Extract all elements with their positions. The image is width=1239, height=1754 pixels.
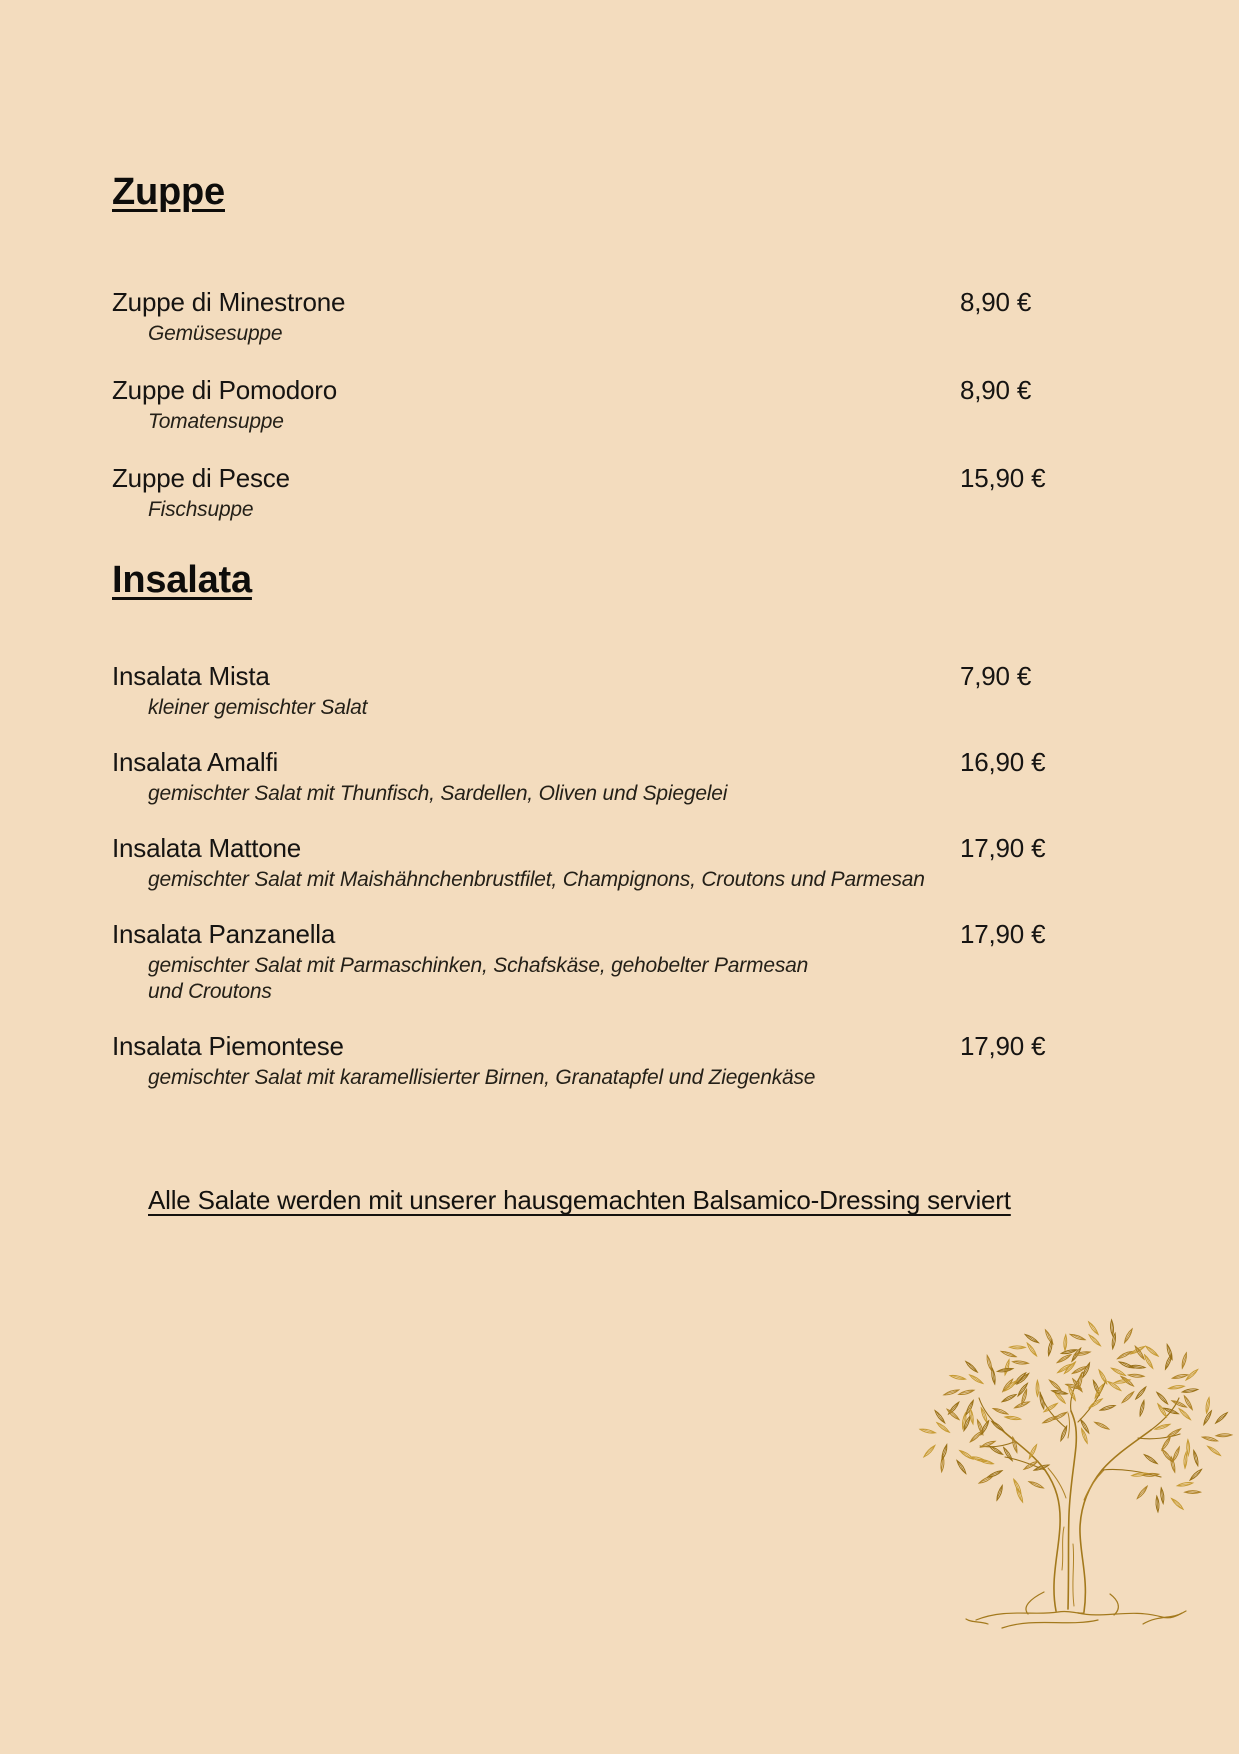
menu-item [112,919,1120,1005]
insalata-items [112,661,1120,1091]
item-description: gemischter Salat mit Maishähnchenbrustfilet, Champignons, Croutons und Parmesan [148,868,925,891]
item-price: 7,90 € [960,661,1032,691]
item-name: Insalata Amalfi [112,747,279,777]
item-name: Insalata Piemontese [112,1031,344,1061]
section-insalata [112,558,1120,1091]
section-zuppe [112,170,1120,523]
item-description: gemischter Salat mit Thunfisch, Sardellen, Oliven und Spiegelei [148,782,728,805]
item-price: 17,90 € [960,919,1046,949]
item-description-line2: und Croutons [148,980,272,1003]
section-title-insalata: Insalata [112,559,252,601]
menu-item [112,375,1120,435]
item-description: gemischter Salat mit karamellisierter Birnen, Granatapfel und Ziegenkäse [148,1066,816,1089]
menu-item [112,747,1120,807]
item-name: Zuppe di Minestrone [112,287,346,317]
item-description: kleiner gemischter Salat [148,696,368,719]
item-description: gemischter Salat mit Parmaschinken, Schafskäse, gehobelter Parmesan [148,954,809,977]
item-description: Tomatensuppe [148,410,284,433]
zuppe-items [112,287,1120,523]
item-price: 16,90 € [960,747,1046,777]
item-price: 8,90 € [960,287,1032,317]
item-price: 8,90 € [960,375,1032,405]
section-title-zuppe: Zuppe [112,171,225,213]
item-name: Insalata Panzanella [112,919,336,949]
item-price: 17,90 € [960,833,1046,863]
item-description: Gemüsesuppe [148,322,283,345]
item-name: Zuppe di Pomodoro [112,375,337,405]
olive-tree-icon [918,1318,1238,1630]
item-description: Fischsuppe [148,498,254,521]
item-price: 17,90 € [960,1031,1046,1061]
menu-item [112,463,1120,523]
item-price: 15,90 € [960,463,1046,493]
menu-content [112,170,1120,1216]
item-name: Insalata Mattone [112,833,302,863]
footnote: Alle Salate werden mit unserer hausgemachten Balsamico-Dressing serviert [148,1185,1011,1215]
item-name: Zuppe di Pesce [112,463,290,493]
item-name: Insalata Mista [112,661,270,691]
menu-item [112,833,1120,893]
menu-item [112,661,1120,721]
menu-item [112,1031,1120,1091]
menu-item [112,287,1120,347]
